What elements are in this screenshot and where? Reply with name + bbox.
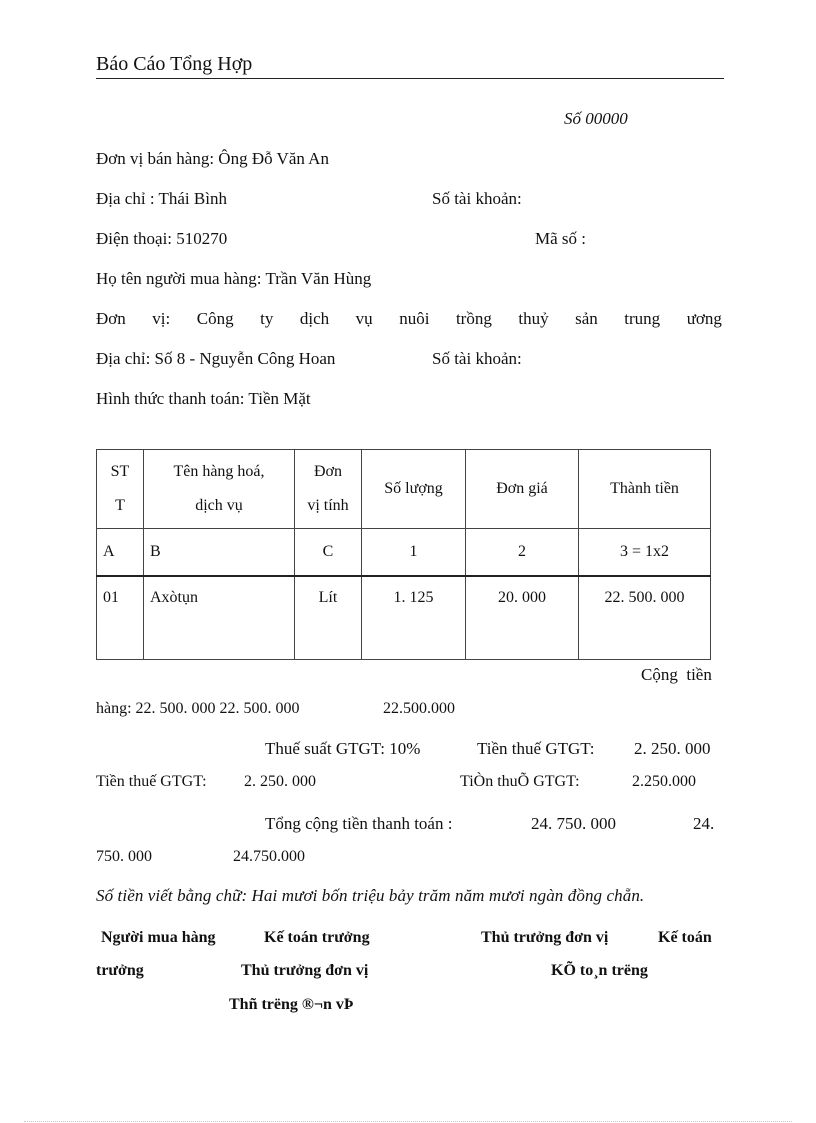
vat-line2-label: Tiền thuế GTGT: <box>96 773 207 790</box>
vat-amount-value: 2. 250. 000 <box>634 739 711 758</box>
amount-in-words: Số tiền viết bằng chữ: Hai mươi bốn triệu bảy trăm năm mươi ngàn đồng chẵn. <box>96 886 645 905</box>
vat-line2-value-b: 2.250.000 <box>632 773 696 790</box>
sig-garbled-1: KÕ to¸n trëng <box>551 962 648 979</box>
seller-address: Địa chỉ : Thái Bình <box>96 189 227 208</box>
sig-accountant: Kế toán trưởng <box>264 929 370 946</box>
header-price: Đơn giá <box>466 450 579 529</box>
vat-line2-garbled: TiÒn thuÕ GTGT: <box>460 773 580 790</box>
sig-accountant-wrap-2: trưởng <box>96 962 144 979</box>
header-divider <box>96 78 724 79</box>
header-item-name: Tên hàng hoá, dịch vụ <box>144 450 295 529</box>
table-row: 01 Axòtụn Lít 1. 125 20. 000 22. 500. 000 <box>97 576 711 660</box>
seller-account: Số tài khoản: <box>432 189 522 208</box>
seller-phone: Điện thoại: 510270 <box>96 229 228 248</box>
header-quantity: Số lượng <box>362 450 466 529</box>
goods-total-label: Cộng tiền <box>641 665 712 684</box>
table-code-row: A B C 1 2 3 = 1x2 <box>97 529 711 577</box>
header-unit: Đơn vị tính <box>295 450 362 529</box>
vat-rate: Thuế suất GTGT: 10% <box>265 739 421 758</box>
seller-unit: Đơn vị bán hàng: Ông Đỗ Văn An <box>96 149 329 168</box>
goods-total-values: hàng: 22. 500. 000 22. 500. 000 <box>96 700 300 717</box>
vat-amount-label: Tiền thuế GTGT: <box>477 739 595 758</box>
header-stt: ST T <box>97 450 144 529</box>
sig-accountant-wrap: Kế toán <box>658 929 712 946</box>
report-title: Báo Cáo Tổng Hợp <box>96 53 253 75</box>
grand-total-line2: 750. 000 <box>96 848 152 865</box>
header-amount: Thành tiền <box>579 450 711 529</box>
buyer-unit: Đơn vị: Công ty dịch vụ nuôi trồng thuỷ sản trung ương <box>96 309 722 328</box>
table-header-row <box>97 450 711 529</box>
goods-total-value-b: 22.500.000 <box>383 700 455 717</box>
seller-tax-code: Mã số : <box>535 229 586 248</box>
sig-head: Thủ trưởng đơn vị <box>481 929 609 946</box>
buyer-name: Họ tên người mua hàng: Trần Văn Hùng <box>96 269 372 288</box>
sig-head-2: Thủ trưởng đơn vị <box>241 962 369 979</box>
payment-method: Hình thức thanh toán: Tiền Mặt <box>96 389 311 408</box>
sig-buyer: Người mua hàng <box>101 929 216 946</box>
grand-total-line2-b: 24.750.000 <box>233 848 305 865</box>
vat-line2-value: 2. 250. 000 <box>244 773 316 790</box>
buyer-address: Địa chỉ: Số 8 - Nguyễn Công Hoan <box>96 349 336 368</box>
grand-total-wrap: 24. <box>693 814 715 833</box>
grand-total-label: Tổng cộng tiền thanh toán : <box>265 814 453 833</box>
sig-garbled-2: Thñ trëng ®¬n vÞ <box>229 996 354 1013</box>
buyer-account: Số tài khoản: <box>432 349 522 368</box>
grand-total-value: 24. 750. 000 <box>531 814 616 833</box>
invoice-table <box>96 449 711 660</box>
invoice-number: Số 00000 <box>564 109 628 128</box>
page-bottom-border <box>24 1121 792 1122</box>
